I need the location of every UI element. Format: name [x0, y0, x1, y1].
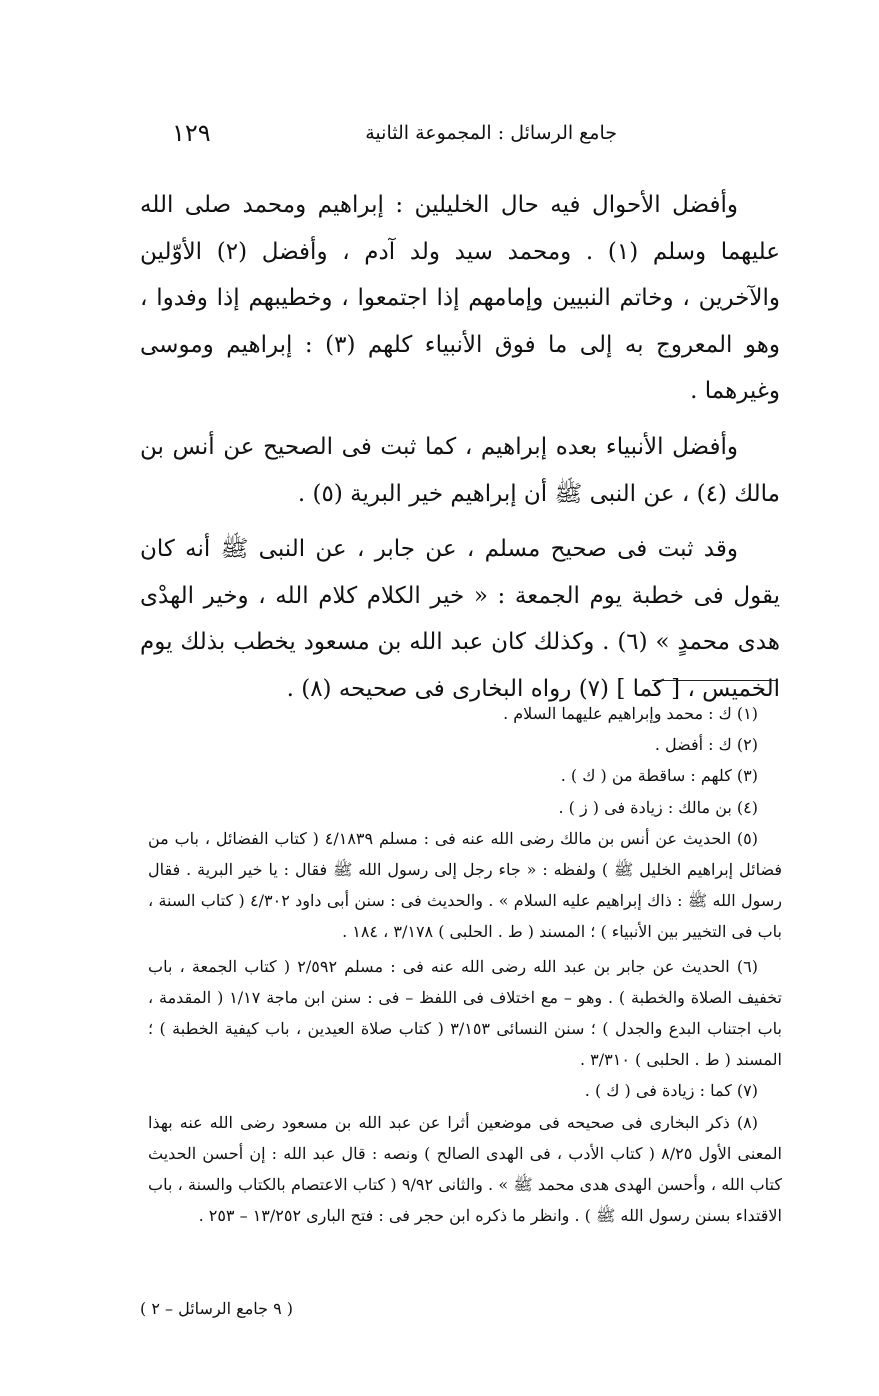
- footnote-8: (٨) ذكر البخارى فى صحيحه فى موضعين أثرا عن عبد الله بن مسعود رضى الله عنه بهذا المعنى الأول ٨/٢٥ ( كتاب الأدب ، فى الهدى الصالح ) ونصه : قال عبد الله : إن أحسن الحديث كتاب الله ، وأحسن الهدى هدى محمد ﷺ » . والثانى ٩/٩٢ ( كتاب الاعتصام بالكتاب والسنة ، باب الاقتداء بسنن رسول الله ﷺ ) . وانظر ما ذكره ابن حجر فى : فتح البارى ١٣/٢٥٢ – ٢٥٣ .: [148, 1112, 783, 1226]
- footnote-5: (٥) الحديث عن أنس بن مالك رضى الله عنه فى : مسلم ٤/١٨٣٩ ( كتاب الفضائل ، باب من فضائل إبراهيم الخليل ﷺ ) ولفظه : « جاء رجل إلى رسول الله ﷺ فقال : يا خير البرية . فقال رسول الله ﷺ : ذاك إبراهيم عليه السلام » . والحديث فى : سنن أبى داود ٤/٣٠٢ ( كتاب السنة ، باب فى التخيير بين الأنبياء ) ؛ المسند ( ط . الحلبى ) ٣/١٧٨ ، ١٨٤ .: [148, 828, 782, 942]
- footnote-6: (٦) الحديث عن جابر بن عبد الله رضى الله عنه فى : مسلم ٢/٥٩٢ ( كتاب الجمعة ، باب تخفيف الصلاة والخطبة ) . وهو – مع اختلاف فى اللفظ – فى : سنن ابن ماجة ١/١٧ ( المقدمة ، باب اجتناب البدع والجدل ) ؛ سنن النسائى ٣/١٥٣ ( كتاب صلاة العيدين ، باب كيفية الخطبة ) ؛ المسند ( ط . الحلبى ) ٣/٣١٠ .: [148, 956, 783, 1070]
- running-title: جامع الرسائل : المجموعة الثانية: [365, 122, 617, 144]
- footnote-separator: [652, 680, 778, 681]
- footnote-4: (٤) بن مالك : زيادة فى ( ز ) .: [558, 797, 758, 817]
- footnote-1: (١) ك : محمد وإبراهيم عليهما السلام .: [503, 704, 758, 723]
- footnote-2: (٢) ك : أفضل .: [654, 735, 758, 755]
- footnotes: [148, 698, 782, 1231]
- main-text: [140, 182, 780, 713]
- paragraph-3: وقد ثبت فى صحيح مسلم ، عن جابر ، عن النبى ﷺ أنه كان يقول فى خطبة يوم الجمعة : « خير الكلام كلام الله ، وخير الهدْى هدى محمدٍ » (٦) . وكذلك كان عبد الله بن مسعود يخطب بذلك يوم الخميس ، [ كما ] (٧) رواه البخارى فى صحيحه (٨) .: [140, 536, 780, 702]
- printer-signature: ( ٩ جامع الرسائل – ٢ ): [140, 1299, 294, 1318]
- footnote-3: (٣) كلهم : ساقطة من ( ك ) .: [560, 766, 758, 786]
- page-number: ١٢٩: [172, 119, 211, 147]
- paragraph-1: وأفضل الأحوال فيه حال الخليلين : إبراهيم ومحمد صلى الله عليهما وسلم (١) . ومحمد سيد ولد آدم ، وأفضل (٢) الأوّلين والآخرين ، وخاتم النبيين وإمامهم إذا اجتمعوا ، وخطيبهم إذا وفدوا ، وهو المعروج به إلى ما فوق الأنبياء كلهم (٣) : إبراهيم وموسى وغيرهما .: [140, 192, 780, 405]
- running-header: [172, 116, 617, 150]
- footnote-7: (٧) كما : زيادة فى ( ك ) .: [584, 1081, 758, 1101]
- paragraph-2: وأفضل الأنبياء بعده إبراهيم ، كما ثبت فى الصحيح عن أنس بن مالك (٤) ، عن النبى ﷺ أن إبراهيم خير البرية (٥) .: [140, 433, 780, 507]
